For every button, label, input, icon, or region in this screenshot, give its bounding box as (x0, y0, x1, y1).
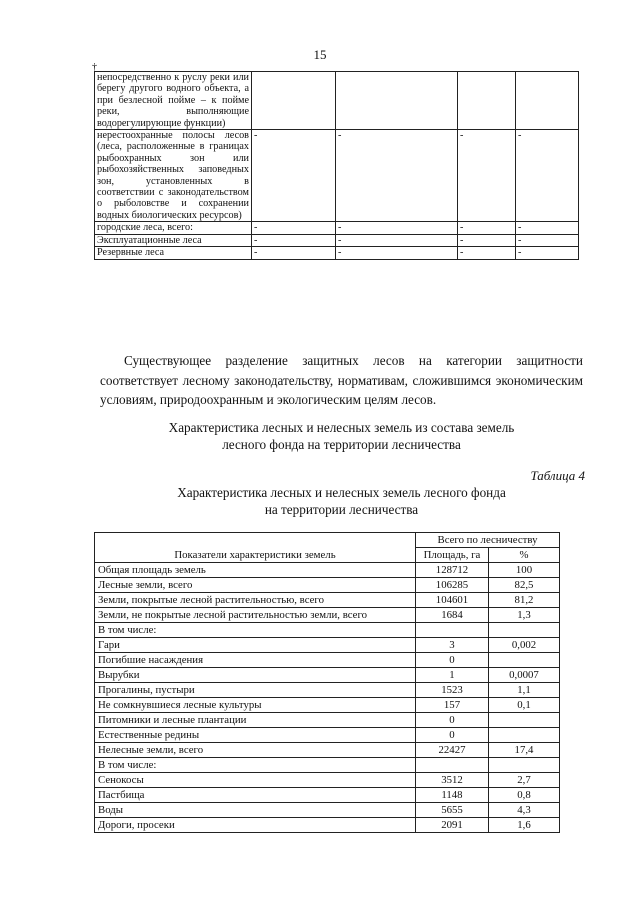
upper-row-cell: - (516, 234, 579, 246)
upper-row-cell: - (252, 130, 336, 222)
table-row (95, 758, 560, 773)
upper-row-cell: - (516, 130, 579, 222)
row-indicator: Земли, не покрытые лесной растительностью земли, всего (95, 608, 416, 623)
protective-forests-paragraph: Существующее разделение защитных лесов на категории защитности соответствует лесному законодательству, нормативам, сложившимся экономическим условиям, природоохранным и экологическим целям лесов. (100, 353, 583, 407)
table-row (95, 668, 560, 683)
row-area: 2091 (416, 818, 489, 833)
row-area: 0 (416, 728, 489, 743)
row-area: 5655 (416, 803, 489, 818)
table-label: Таблица 4 (530, 468, 585, 483)
row-area: 0 (416, 713, 489, 728)
upper-row-cell (336, 72, 458, 130)
row-area: 22427 (416, 743, 489, 758)
land-characteristics-table (94, 532, 560, 833)
row-area: 3 (416, 638, 489, 653)
protective-forests-table (94, 71, 579, 260)
upper-row-cell: - (336, 234, 458, 246)
row-area (416, 623, 489, 638)
margin-marker: † (92, 62, 97, 73)
table-row (95, 728, 560, 743)
row-indicator: Вырубки (95, 668, 416, 683)
row-percent: 81,2 (489, 593, 560, 608)
row-area: 1523 (416, 683, 489, 698)
upper-table-row (95, 222, 579, 234)
row-indicator: Погибшие насаждения (95, 653, 416, 668)
table-row (95, 578, 560, 593)
row-indicator: Прогалины, пустыри (95, 683, 416, 698)
table-row (95, 713, 560, 728)
row-area: 0 (416, 653, 489, 668)
table-row (95, 563, 560, 578)
row-indicator: Общая площадь земель (95, 563, 416, 578)
row-area: 128712 (416, 563, 489, 578)
row-indicator: Воды (95, 803, 416, 818)
row-indicator: Гари (95, 638, 416, 653)
row-percent: 1,6 (489, 818, 560, 833)
row-percent: 4,3 (489, 803, 560, 818)
row-indicator: Сенокосы (95, 773, 416, 788)
table-row (95, 803, 560, 818)
upper-table-row (95, 130, 579, 222)
table-title: Характеристика лесных и нелесных земель лесного фонда на территории лесничества (177, 485, 506, 517)
row-indicator: Не сомкнувшиеся лесные культуры (95, 698, 416, 713)
table-row (95, 818, 560, 833)
upper-row-cell: - (336, 130, 458, 222)
table-row (95, 683, 560, 698)
upper-row-cell (516, 72, 579, 130)
table-row (95, 788, 560, 803)
upper-row-label: Эксплуатационные леса (95, 234, 252, 246)
row-percent: 100 (489, 563, 560, 578)
row-percent: 82,5 (489, 578, 560, 593)
upper-table-row (95, 72, 579, 130)
row-indicator: Питомники и лесные плантации (95, 713, 416, 728)
row-area: 3512 (416, 773, 489, 788)
section-heading: Характеристика лесных и нелесных земель из состава земель лесного фонда на территории лесничества (168, 420, 515, 452)
table-row (95, 638, 560, 653)
row-indicator: В том числе: (95, 623, 416, 638)
upper-row-cell (252, 72, 336, 130)
header-percent: % (489, 548, 560, 563)
row-percent: 0,0007 (489, 668, 560, 683)
upper-row-cell: - (252, 247, 336, 259)
row-percent: 0,002 (489, 638, 560, 653)
row-percent (489, 653, 560, 668)
upper-row-label: Резервные леса (95, 247, 252, 259)
upper-row-label: непосредственно к руслу реки или берегу другого водного объекта, а при безлесной пойме – к пойме реки, выполняющие водорегулирующие функции) (95, 72, 252, 130)
row-percent (489, 728, 560, 743)
row-indicator: Дороги, просеки (95, 818, 416, 833)
upper-row-cell: - (458, 234, 516, 246)
row-percent: 2,7 (489, 773, 560, 788)
row-percent: 1,3 (489, 608, 560, 623)
row-percent (489, 623, 560, 638)
upper-row-cell: - (458, 222, 516, 234)
row-indicator: Лесные земли, всего (95, 578, 416, 593)
table-row (95, 608, 560, 623)
upper-row-cell: - (336, 247, 458, 259)
upper-row-cell: - (458, 247, 516, 259)
page-number: 15 (313, 47, 327, 62)
table-row (95, 698, 560, 713)
header-group: Всего по лесничеству (416, 533, 560, 548)
row-area: 1148 (416, 788, 489, 803)
upper-row-cell (458, 72, 516, 130)
table-row (95, 653, 560, 668)
row-area: 104601 (416, 593, 489, 608)
header-indicator: Показатели характеристики земель (95, 533, 416, 563)
row-area: 106285 (416, 578, 489, 593)
table-row (95, 743, 560, 758)
row-percent (489, 713, 560, 728)
upper-row-cell: - (516, 247, 579, 259)
upper-row-cell: - (336, 222, 458, 234)
row-percent: 0,1 (489, 698, 560, 713)
row-percent: 1,1 (489, 683, 560, 698)
row-percent (489, 758, 560, 773)
row-indicator: Земли, покрытые лесной растительностью, всего (95, 593, 416, 608)
upper-row-cell: - (516, 222, 579, 234)
row-indicator: В том числе: (95, 758, 416, 773)
row-indicator: Нелесные земли, всего (95, 743, 416, 758)
table-row (95, 623, 560, 638)
row-area: 157 (416, 698, 489, 713)
row-area (416, 758, 489, 773)
table-row (95, 773, 560, 788)
upper-row-label: городские леса, всего: (95, 222, 252, 234)
header-area: Площадь, га (416, 548, 489, 563)
row-percent: 0,8 (489, 788, 560, 803)
row-indicator: Естественные редины (95, 728, 416, 743)
upper-table-row (95, 247, 579, 259)
upper-row-cell: - (458, 130, 516, 222)
row-percent: 17,4 (489, 743, 560, 758)
row-area: 1 (416, 668, 489, 683)
row-indicator: Пастбища (95, 788, 416, 803)
upper-row-label: нерестоохранные полосы лесов (леса, расположенные в границах рыбоохранных зон или рыбохозяйственных заповедных зон, установленных в соответствии с законодательством о рыболовстве и сохранении водных биологических ресурсов) (95, 130, 252, 222)
upper-row-cell: - (252, 234, 336, 246)
table-row (95, 593, 560, 608)
upper-table-row (95, 234, 579, 246)
upper-row-cell: - (252, 222, 336, 234)
row-area: 1684 (416, 608, 489, 623)
